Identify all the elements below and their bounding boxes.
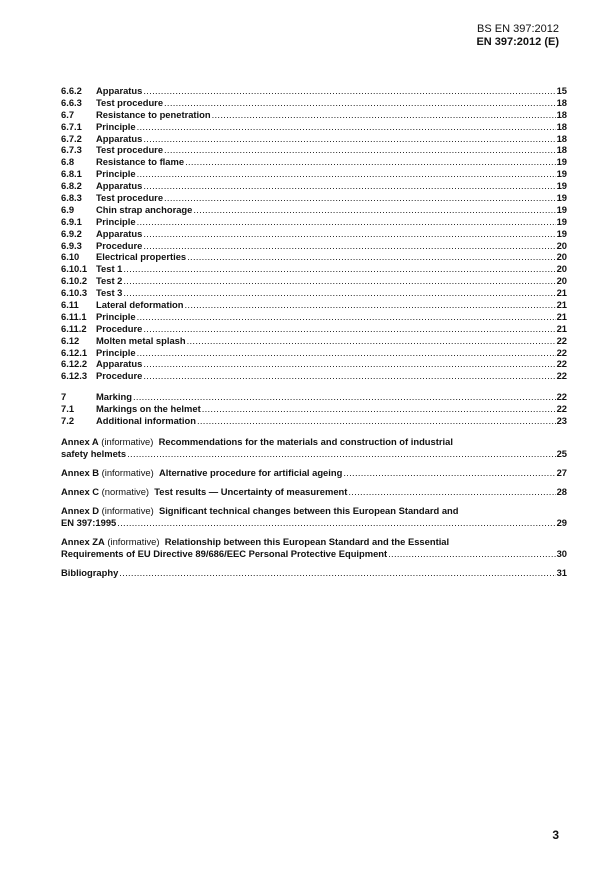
- toc-entry[interactable]: [61, 415, 567, 427]
- annex-label: Annex B: [61, 466, 100, 478]
- toc-leader-dots: [164, 97, 556, 109]
- annex-page: 28: [556, 485, 567, 497]
- toc-entry-title: Molten metal splash: [96, 334, 186, 346]
- toc-entry-page: 19: [556, 227, 567, 239]
- toc-entry-page: 22: [556, 334, 567, 346]
- toc-entry-title: Procedure: [96, 370, 143, 382]
- toc-entry-page: 20: [556, 251, 567, 263]
- toc-entry[interactable]: [61, 204, 567, 216]
- annex-page: 30: [556, 547, 567, 559]
- toc-entry-number: 6.9.3: [61, 239, 82, 251]
- page-header: [476, 23, 559, 49]
- toc-entry-title: Test 2: [96, 275, 123, 287]
- annex-title-line1: Significant technical changes between this European Standard and: [158, 504, 459, 516]
- toc-leader-dots: [197, 415, 556, 427]
- toc-leader-dots: [119, 567, 555, 579]
- toc-entry-number: 6.11: [61, 299, 79, 311]
- toc-entry[interactable]: [61, 403, 567, 415]
- toc-entry-number: 6.12.1: [61, 346, 88, 358]
- toc-entry-number: 6.9: [61, 203, 75, 215]
- toc-entry[interactable]: [61, 323, 567, 335]
- toc-entry-number: 6.6.2: [61, 85, 82, 96]
- toc-entry-page: 22: [556, 358, 567, 370]
- toc-entry-page: 18: [556, 108, 567, 120]
- toc-entry-title: Chin strap anchorage: [96, 203, 193, 215]
- toc-entry[interactable]: [61, 311, 567, 323]
- toc-entry-page: 19: [556, 203, 567, 215]
- page-number: 3: [552, 828, 559, 842]
- toc-entry-page: 20: [556, 275, 567, 287]
- toc-entry-title: Test procedure: [96, 144, 164, 156]
- toc-leader-dots: [143, 358, 555, 370]
- annex-kind: (informative): [101, 466, 154, 478]
- toc-entry-page: 21: [556, 322, 567, 334]
- annex-page: 25: [556, 447, 567, 459]
- toc-leader-dots: [137, 121, 556, 133]
- toc-leader-dots: [127, 448, 555, 460]
- toc-entry-title: Marking: [96, 391, 132, 403]
- toc-leader-dots: [212, 109, 556, 121]
- toc-entry[interactable]: [61, 287, 567, 299]
- annex-title-line2: EN 397:1995: [61, 516, 117, 528]
- toc-entry-page: 19: [556, 168, 567, 180]
- toc-entry[interactable]: [61, 85, 567, 97]
- annex-title: Test results — Uncertainty of measurement: [154, 485, 348, 497]
- toc-leader-dots: [187, 251, 555, 263]
- toc-leader-dots: [185, 156, 556, 168]
- toc-entry-number: 6.7.1: [61, 120, 82, 132]
- toc-entry[interactable]: [61, 370, 567, 382]
- toc-entry-number: 7.2: [61, 415, 75, 427]
- toc-entry-page: 21: [556, 299, 567, 311]
- toc-entry-title: Test 3: [96, 287, 123, 299]
- bibliography-page: 31: [556, 566, 567, 578]
- toc-entry-number: 6.8.3: [61, 192, 82, 204]
- toc-entry-page: 22: [556, 403, 567, 415]
- toc-entry[interactable]: [61, 240, 567, 252]
- toc-entry-title: Electrical properties: [96, 251, 187, 263]
- toc-leader-dots: [137, 347, 556, 359]
- toc-entry-page: 18: [556, 144, 567, 156]
- toc-entry-title: Apparatus: [96, 180, 143, 192]
- toc-leader-dots: [123, 275, 555, 287]
- toc-leader-dots: [185, 299, 556, 311]
- annex-label: Annex C: [61, 485, 100, 497]
- toc-entry-title: Resistance to penetration: [96, 108, 211, 120]
- toc-leader-dots: [117, 517, 555, 529]
- toc-entry-page: 19: [556, 192, 567, 204]
- toc-entry-number: 6.9.1: [61, 215, 82, 227]
- toc-entry[interactable]: [61, 299, 567, 311]
- toc-entry[interactable]: [61, 180, 567, 192]
- toc-leader-dots: [143, 180, 555, 192]
- toc-entry-number: 7.1: [61, 403, 75, 415]
- toc-entry-title: Principle: [96, 310, 136, 322]
- annex-kind: (informative): [101, 435, 154, 447]
- toc-leader-dots: [123, 287, 555, 299]
- toc-entry[interactable]: [61, 358, 567, 370]
- annex-label: Annex D: [61, 504, 100, 516]
- toc-entry-number: 6.12: [61, 334, 80, 346]
- toc-leader-dots: [343, 467, 555, 479]
- annex-title-line2: Requirements of EU Directive 89/686/EEC Personal Protective Equipment: [61, 547, 388, 559]
- toc-entry-page: 21: [556, 310, 567, 322]
- toc-entry-title: Apparatus: [96, 358, 143, 370]
- toc-entry[interactable]: [61, 391, 567, 403]
- toc-entry-page: 21: [556, 287, 567, 299]
- toc-entry[interactable]: [61, 347, 567, 359]
- toc-leader-dots: [137, 168, 556, 180]
- toc-group-section-7: [61, 391, 567, 427]
- toc-entry-number: 6.6.3: [61, 96, 82, 108]
- toc-entry-title: Apparatus: [96, 85, 143, 96]
- toc-entry[interactable]: [61, 263, 567, 275]
- toc-leader-dots: [137, 216, 556, 228]
- toc-entry-title: Principle: [96, 120, 136, 132]
- toc-entry-title: Apparatus: [96, 227, 143, 239]
- toc-entry[interactable]: [61, 133, 567, 145]
- toc-entry-number: 6.7: [61, 108, 75, 120]
- toc-entry-page: 22: [556, 370, 567, 382]
- annex-label: Annex A: [61, 435, 99, 447]
- toc-entry-page: 20: [556, 239, 567, 251]
- toc-entry-number: 6.12.2: [61, 358, 88, 370]
- toc-leader-dots: [164, 144, 556, 156]
- toc-entry[interactable]: [61, 275, 567, 287]
- toc-leader-dots: [143, 323, 555, 335]
- annex-a-entry[interactable]: [61, 436, 567, 460]
- toc-entry-page: 19: [556, 215, 567, 227]
- toc-entry[interactable]: [61, 228, 567, 240]
- toc-leader-dots: [143, 240, 555, 252]
- toc-entry-title: Test 1: [96, 263, 123, 275]
- toc-entry-number: 6.11.2: [61, 322, 87, 334]
- toc-entry-number: 6.7.2: [61, 132, 82, 144]
- annex-b-entry[interactable]: [61, 467, 567, 479]
- toc-leader-dots: [143, 85, 555, 97]
- toc-leader-dots: [143, 370, 555, 382]
- toc-leader-dots: [202, 403, 556, 415]
- section-gap: [61, 382, 567, 391]
- toc-entry-page: 18: [556, 132, 567, 144]
- annex-kind: (informative): [107, 535, 160, 547]
- toc-entry[interactable]: [61, 97, 567, 109]
- toc-entry[interactable]: [61, 121, 567, 133]
- toc-entry-title: Test procedure: [96, 192, 164, 204]
- toc-entry-page: 23: [556, 415, 567, 427]
- toc-entry-page: 19: [556, 180, 567, 192]
- toc-entry-title: Test procedure: [96, 96, 164, 108]
- annex-label: Annex ZA: [61, 535, 105, 547]
- toc-entry-page: 18: [556, 120, 567, 132]
- annex-za-entry[interactable]: [61, 536, 567, 560]
- toc-entry-title: Principle: [96, 346, 136, 358]
- toc-entry-page: 18: [556, 96, 567, 108]
- toc-entry-title: Markings on the helmet: [96, 403, 201, 415]
- annex-kind: (normative): [101, 485, 150, 497]
- toc-entry[interactable]: [61, 216, 567, 228]
- toc-group-section-6: [61, 85, 567, 382]
- toc-entry-title: Procedure: [96, 239, 143, 251]
- toc-entry-number: 6.10.3: [61, 287, 88, 299]
- bibliography-entry[interactable]: [61, 567, 567, 579]
- annex-title-line2: safety helmets: [61, 447, 127, 459]
- toc-entry-number: 6.8.1: [61, 168, 82, 180]
- toc-entry-number: 7: [61, 391, 67, 403]
- annex-title: Alternative procedure for artificial ageing: [158, 466, 343, 478]
- toc-entry[interactable]: [61, 251, 567, 263]
- toc-leader-dots: [388, 548, 555, 560]
- toc-entry-title: Apparatus: [96, 132, 143, 144]
- toc-entry-page: 20: [556, 263, 567, 275]
- toc-entry[interactable]: [61, 156, 567, 168]
- toc-entry-number: 6.9.2: [61, 227, 82, 239]
- table-of-contents: [61, 85, 567, 579]
- toc-entry-number: 6.10.2: [61, 275, 88, 287]
- toc-entry-page: 15: [556, 85, 567, 96]
- toc-leader-dots: [143, 228, 555, 240]
- toc-leader-dots: [187, 335, 556, 347]
- toc-leader-dots: [348, 486, 555, 498]
- toc-leader-dots: [193, 204, 555, 216]
- annex-page: 27: [556, 466, 567, 478]
- toc-leader-dots: [164, 192, 556, 204]
- annex-title-line1: Recommendations for the materials and construction of industrial: [158, 435, 453, 447]
- toc-entry-page: 22: [556, 391, 567, 403]
- toc-entry-title: Principle: [96, 168, 136, 180]
- toc-entry[interactable]: [61, 192, 567, 204]
- toc-entry-number: 6.12.3: [61, 370, 88, 382]
- standard-code-en: EN 397:2012 (E): [476, 36, 559, 48]
- toc-entry-number: 6.10.1: [61, 263, 88, 275]
- annex-d-entry[interactable]: [61, 505, 567, 529]
- toc-entry-number: 6.10: [61, 251, 80, 263]
- standard-code-bs: BS EN 397:2012: [477, 23, 559, 35]
- toc-entry-number: 6.7.3: [61, 144, 82, 156]
- annex-page: 29: [556, 516, 567, 528]
- toc-entry[interactable]: [61, 144, 567, 156]
- toc-entry-title: Principle: [96, 215, 136, 227]
- annex-title-line1: Relationship between this European Standard and the Essential: [164, 535, 450, 547]
- toc-entry-title: Resistance to flame: [96, 156, 185, 168]
- toc-leader-dots: [143, 133, 555, 145]
- toc-entry[interactable]: [61, 109, 567, 121]
- toc-entry-page: 19: [556, 156, 567, 168]
- toc-entry-title: Lateral deformation: [96, 299, 184, 311]
- toc-entry[interactable]: [61, 168, 567, 180]
- toc-entry-title: Additional information: [96, 415, 196, 427]
- toc-entry-number: 6.11.1: [61, 310, 87, 322]
- toc-entry[interactable]: [61, 335, 567, 347]
- toc-entry-page: 22: [556, 346, 567, 358]
- toc-entry-title: Procedure: [96, 322, 143, 334]
- toc-leader-dots: [137, 311, 556, 323]
- toc-leader-dots: [133, 391, 556, 403]
- toc-entry-number: 6.8: [61, 156, 75, 168]
- annex-kind: (informative): [101, 504, 154, 516]
- annex-c-entry[interactable]: [61, 486, 567, 498]
- toc-leader-dots: [123, 263, 555, 275]
- bibliography-title: Bibliography: [61, 566, 119, 578]
- toc-entry-number: 6.8.2: [61, 180, 82, 192]
